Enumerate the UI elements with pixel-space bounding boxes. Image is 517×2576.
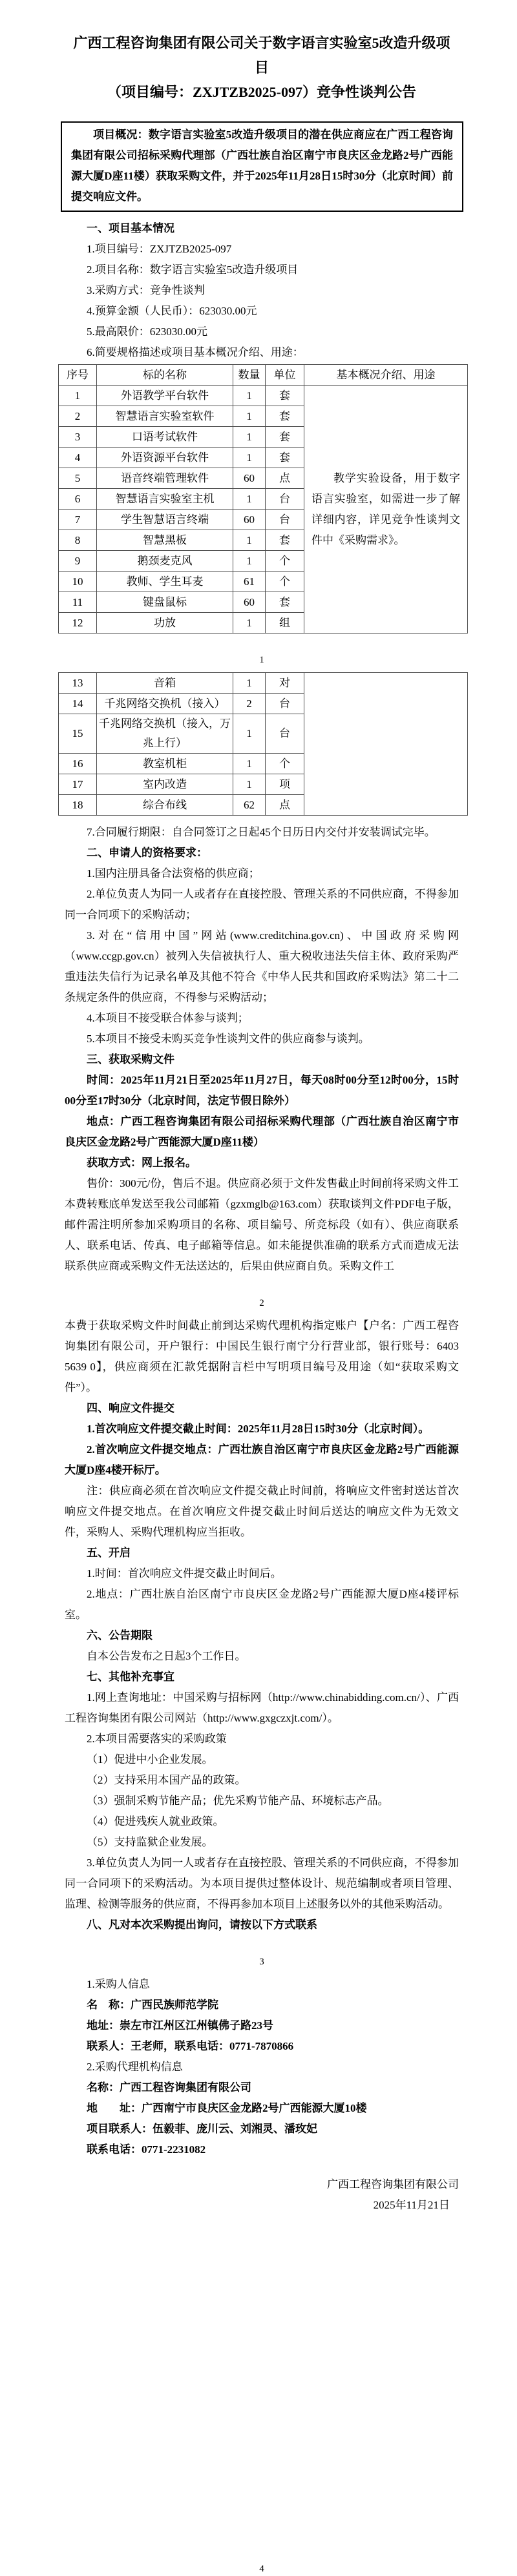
document-obtain-method: 获取方式：网上报名。 [87,1157,196,1169]
row-name: 外语教学平台软件 [97,386,233,406]
document-obtain-time: 时间：2025年11月21日至2025年11月27日，每天08时00分至12时00分，15时00分至17时30分（北京时间，法定节假日除外） [65,1074,459,1107]
row-qty: 1 [233,489,266,510]
row-no: 18 [59,795,97,816]
row-qty: 1 [233,673,266,694]
row-name: 教师、学生耳麦 [97,572,233,592]
row-unit: 台 [266,714,304,754]
row-name: 学生智慧语言终端 [97,510,233,530]
row-unit: 组 [266,613,304,634]
row-name: 外语资源平台软件 [97,448,233,468]
document-obtain-place: 地点：广西工程咨询集团有限公司招标采购代理部（广西壮族自治区南宁市良庆区金龙路2号广西能源大厦D座11楼） [65,1115,459,1148]
contract-term: 7.合同履行期限：自合同签订之日起45个日历日内交付并安装调试完毕。 [87,826,436,838]
row-no: 10 [59,572,97,592]
row-unit: 套 [266,592,304,613]
row-qty: 61 [233,572,266,592]
section5-heading: 五、开启 [87,1547,131,1559]
row-unit: 套 [266,448,304,468]
page-number-3: 3 [259,1957,264,1967]
spec-description-label: 6.简要规格描述或项目基本概况介绍、用途： [87,346,304,358]
items-table-page2 [58,672,468,816]
items-table-page1 [58,364,468,634]
row-unit: 台 [266,510,304,530]
policy-item: （3）强制采购节能产品；优先采购节能产品、环境标志产品。 [87,1795,389,1807]
items-summary-cell: 教学实验设备，用于数字语言实验室，如需进一步了解详细内容，详见竞争性谈判文件中《采购需求》。 [304,386,468,634]
section3-heading: 三、获取采购文件 [87,1053,174,1066]
max-price-limit: 5.最高限价：623030.00元 [87,325,207,338]
row-qty: 60 [233,510,266,530]
document-title-line2: （项目编号：ZXJTZB2025-097）竞争性谈判公告 [107,84,416,100]
blank-space [65,2216,459,2542]
row-qty: 1 [233,530,266,551]
row-no: 13 [59,673,97,694]
budget-amount: 4.预算金额（人民币）：623030.00元 [87,305,257,317]
row-name: 智慧黑板 [97,530,233,551]
opening-time: 1.时间：首次响应文件提交截止时间后。 [87,1567,282,1580]
row-no: 1 [59,386,97,406]
document-price-text: 售价：300元/份，售后不退。供应商必须于文件发售截止时间前将采购文件工本费转账底单发送至我公司邮箱（gzxmglb@163.com）获取谈判文件PDF电子版，邮件需注明所参加采购项目的名称、项目编号、所竞标段（如有）、供应商联系人、联系电话、传真、电子邮箱等信息。如未能提供准确的联系方式而造成无法联系供应商或采购文件无法送达的，后果由供应商自负。采购文件工 [65,1177,459,1272]
buyer-info-heading: 1.采购人信息 [87,1978,150,1990]
row-unit: 项 [266,774,304,795]
agent-contacts: 项目联系人：伍毅菲、庞川云、刘湘灵、潘玫妃 [87,2123,317,2135]
col-header-no: 序号 [59,365,97,386]
row-qty: 60 [233,468,266,489]
row-no: 12 [59,613,97,634]
section2-heading: 二、申请人的资格要求： [87,847,207,859]
procurement-announcement-document [0,31,517,2576]
row-qty: 1 [233,386,266,406]
table-header-row [59,365,468,386]
row-qty: 1 [233,714,266,754]
agent-phone: 联系电话：0771-2231082 [87,2143,206,2156]
row-no: 14 [59,694,97,714]
document-price-text-continued: 本费于获取采购文件时间截止前到达采购代理机构指定账户【户名：广西工程咨询集团有限公司，开户银行：中国民生银行南宁分行营业部，银行账号：6403 5639 0】，供应商须在汇款凭据附言栏中写明项目编号及用途（如“获取采购文件”）。 [65,1319,459,1394]
row-qty: 60 [233,592,266,613]
row-unit: 个 [266,572,304,592]
table-row [59,673,468,694]
col-header-desc: 基本概况介绍、用途 [304,365,468,386]
row-qty: 1 [233,427,266,448]
policy-item: （2）支持采用本国产品的政策。 [87,1774,246,1786]
project-name: 2.项目名称：数字语言实验室5改造升级项目 [87,263,299,276]
agent-address: 地 址：广西南宁市良庆区金龙路2号广西能源大厦10楼 [87,2102,367,2114]
row-no: 9 [59,551,97,572]
announcement-period: 自本公告发布之日起3个工作日。 [87,1650,246,1662]
qualification-item: 3.对在“信用中国”网站(www.creditchina.gov.cn)、中国政府采购网（www.ccgp.gov.cn）被列入失信被执行人、重大税收违法失信主体、政府采购严重违法失信行为记录名单及其他不符合《中华人民共和国政府采购法》第二十二条规定条件的供应商，不得参与采购活动； [65,929,459,1004]
row-name: 口语考试软件 [97,427,233,448]
opening-place: 2.地点：广西壮族自治区南宁市良庆区金龙路2号广西能源大厦D座4楼评标室。 [65,1588,459,1621]
row-name: 千兆网络交换机（接入，万兆上行） [97,714,233,754]
row-unit: 套 [266,530,304,551]
row-no: 2 [59,406,97,427]
row-unit: 个 [266,551,304,572]
qualification-item: 2.单位负责人为同一人或者存在直接控股、管理关系的不同供应商，不得参加同一合同项下的采购活动； [65,888,459,921]
row-name: 键盘鼠标 [97,592,233,613]
row-unit: 台 [266,694,304,714]
project-number: 1.项目编号：ZXJTZB2025-097 [87,243,232,255]
col-header-qty: 数量 [233,365,266,386]
row-no: 17 [59,774,97,795]
row-no: 8 [59,530,97,551]
section1-heading: 一、项目基本情况 [87,222,174,234]
section8-heading: 八、凡对本次采购提出询问，请按以下方式联系 [87,1919,317,1931]
policy-item: （4）促进残疾人就业政策。 [87,1815,224,1828]
row-qty: 1 [233,613,266,634]
procurement-method: 3.采购方式：竞争性谈判 [87,284,205,296]
section7-heading: 七、其他补充事宜 [87,1671,174,1683]
supplier-restriction: 3.单位负责人为同一人或者存在直接控股、管理关系的不同供应商，不得参加同一合同项下的采购活动。为本项目提供过整体设计、规范编制或者项目管理、监理、检测等服务的供应商，不得再参加本项目上述服务以外的其他采购活动。 [65,1857,459,1910]
row-qty: 1 [233,754,266,774]
row-no: 7 [59,510,97,530]
row-unit: 对 [266,673,304,694]
col-header-unit: 单位 [266,365,304,386]
row-qty: 1 [233,774,266,795]
qualification-item: 5.本项目不接受未购买竞争性谈判文件的供应商参与谈判。 [87,1033,370,1045]
buyer-name: 名 称：广西民族师范学院 [87,1999,218,2011]
row-unit: 个 [266,754,304,774]
table-row [59,386,468,406]
qualification-item: 4.本项目不接受联合体参与谈判； [87,1012,249,1024]
row-unit: 套 [266,427,304,448]
row-name: 室内改造 [97,774,233,795]
online-query-address: 1.网上查询地址：中国采购与招标网（http://www.chinabidding.com.cn/）、广西工程咨询集团有限公司网站（http://www.gxgczxjt.com/）。 [65,1691,459,1724]
row-qty: 1 [233,448,266,468]
signature-company: 广西工程咨询集团有限公司 [327,2178,459,2190]
qualification-item: 1.国内注册具备合法资格的供应商； [87,867,260,880]
items-summary-cell-continued [304,673,468,816]
buyer-address: 地址：崇左市江州区江州镇佛子路23号 [87,2019,273,2032]
section4-heading: 四、响应文件提交 [87,1402,174,1414]
agent-info-heading: 2.采购代理机构信息 [87,2061,183,2073]
row-no: 15 [59,714,97,754]
policy-item: （1）促进中小企业发展。 [87,1753,213,1766]
procurement-policy-label: 2.本项目需要落实的采购政策 [87,1733,227,1745]
page-number-2: 2 [259,1298,264,1308]
row-unit: 点 [266,468,304,489]
row-unit: 点 [266,795,304,816]
row-qty: 2 [233,694,266,714]
project-overview-text: 项目概况：数字语言实验室5改造升级项目的潜在供应商应在广西工程咨询集团有限公司招标采购代理部（广西壮族自治区南宁市良庆区金龙路2号广西能源大厦D座11楼）获取采购文件，并于2025年11月28日15时30分（北京时间）前提交响应文件。 [71,129,453,203]
row-qty: 62 [233,795,266,816]
response-note: 注：供应商必须在首次响应文件提交截止时间前，将响应文件密封送达首次响应文件提交地点。在首次响应文件提交截止时间后送达的响应文件为无效文件，采购人、采购代理机构应当拒收。 [65,1485,459,1538]
agent-name: 名称：广西工程咨询集团有限公司 [87,2081,251,2094]
document-title-line1: 广西工程咨询集团有限公司关于数字语言实验室5改造升级项目 [73,35,450,76]
row-no: 4 [59,448,97,468]
row-unit: 套 [266,406,304,427]
row-name: 教室机柜 [97,754,233,774]
row-name: 语音终端管理软件 [97,468,233,489]
page-number-4: 4 [259,2564,264,2574]
policy-item: （5）支持监狱企业发展。 [87,1836,213,1848]
row-unit: 套 [266,386,304,406]
response-place: 2.首次响应文件提交地点：广西壮族自治区南宁市良庆区金龙路2号广西能源大厦D座4楼开标厅。 [65,1443,459,1476]
response-deadline: 1.首次响应文件提交截止时间：2025年11月28日15时30分（北京时间）。 [87,1423,430,1435]
row-name: 功放 [97,613,233,634]
row-name: 千兆网络交换机（接入） [97,694,233,714]
row-name: 音箱 [97,673,233,694]
row-no: 6 [59,489,97,510]
col-header-name: 标的名称 [97,365,233,386]
row-name: 鹅颈麦克风 [97,551,233,572]
buyer-contact: 联系人：王老师，联系电话：0771-7870866 [87,2040,294,2052]
row-unit: 台 [266,489,304,510]
row-no: 5 [59,468,97,489]
page-number-1: 1 [259,655,264,665]
row-name: 智慧语言实验室软件 [97,406,233,427]
row-qty: 1 [233,406,266,427]
section6-heading: 六、公告期限 [87,1629,153,1642]
row-name: 智慧语言实验室主机 [97,489,233,510]
project-overview-box [61,121,463,212]
signature-date: 2025年11月21日 [373,2199,450,2211]
row-no: 16 [59,754,97,774]
row-qty: 1 [233,551,266,572]
row-no: 11 [59,592,97,613]
row-no: 3 [59,427,97,448]
row-name: 综合布线 [97,795,233,816]
